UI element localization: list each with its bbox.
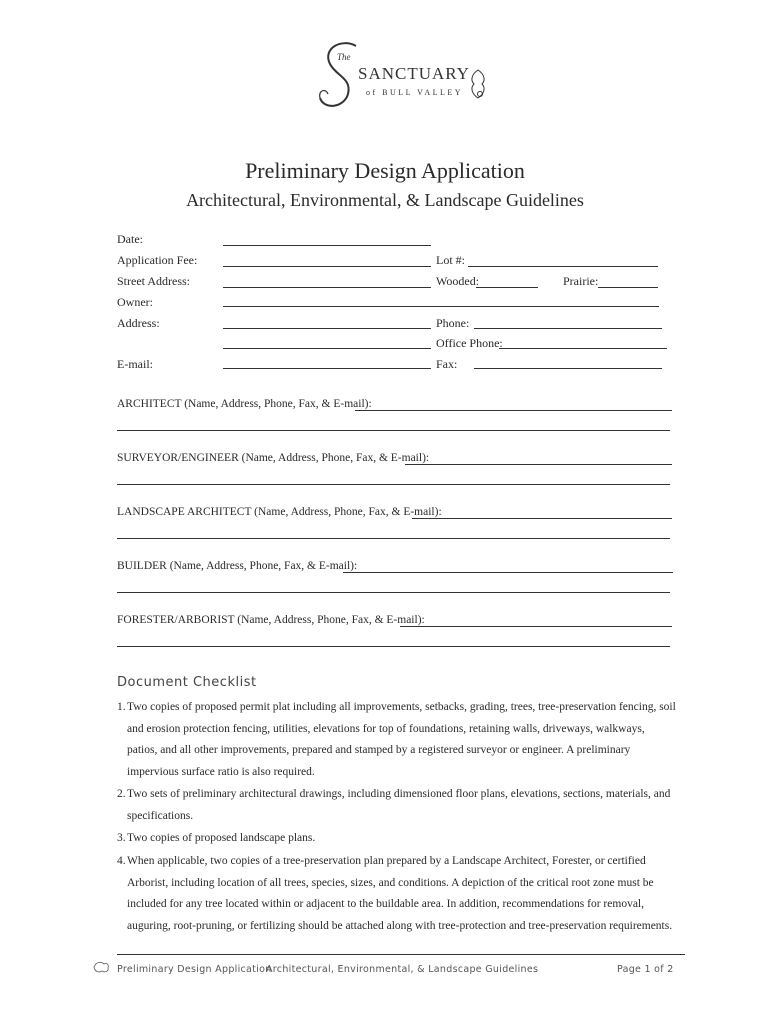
checklist-item-text: Two copies of proposed landscape plans.	[127, 832, 316, 844]
footer-subtitle: Architectural, Environmental, & Landscape Guidelines	[266, 964, 539, 975]
forester-field-2[interactable]	[117, 646, 670, 647]
phone-field[interactable]	[474, 328, 662, 329]
lot-label: Lot #:	[436, 253, 465, 267]
owner-field[interactable]	[223, 306, 659, 307]
builder-label: BUILDER (Name, Address, Phone, Fax, & E-mail):	[117, 560, 358, 572]
landscape-architect-field-2[interactable]	[117, 538, 670, 539]
footer-title: Preliminary Design Application	[117, 964, 272, 975]
page-number: Page 1 of 2	[617, 964, 674, 975]
checklist-item-number: 1.	[117, 701, 126, 713]
checklist-item	[117, 828, 677, 850]
wooded-label: Wooded:	[436, 274, 480, 288]
page-subtitle: Architectural, Environmental, & Landscape Guidelines	[186, 190, 584, 210]
checklist-item-text: When applicable, two copies of a tree-preservation plan prepared by a Landscape Architect, Forester, or certified Arborist, including location of all trees, species, sizes, and conditions. A depiction of the critical root zone must be included for any tree located within or adjacent to the buildable area. In addition, recommendations for removal, auguring, root-pruning, or fertilizing should be attached along with tree-protection and tree-preservation requirements.	[127, 855, 673, 932]
surveyor-label: SURVEYOR/ENGINEER (Name, Address, Phone, Fax, & E-mail):	[117, 452, 430, 464]
footer-divider	[117, 954, 685, 955]
logo-subtitle: of BULL VALLEY	[366, 88, 464, 97]
email-label: E-mail:	[117, 357, 153, 371]
application-fee-label: Application Fee:	[117, 253, 198, 267]
surveyor-field-1[interactable]	[405, 464, 672, 465]
checklist-item-number: 3.	[117, 832, 126, 844]
checklist-item	[117, 784, 677, 827]
email-field[interactable]	[223, 368, 431, 369]
oak-leaf-icon	[92, 960, 110, 974]
wooded-field[interactable]	[476, 287, 538, 288]
date-label: Date:	[117, 232, 143, 246]
office-phone-field[interactable]	[499, 348, 667, 349]
street-address-label: Street Address:	[117, 274, 190, 288]
fax-field[interactable]	[474, 368, 662, 369]
forester-label: FORESTER/ARBORIST (Name, Address, Phone, Fax, & E-mail):	[117, 614, 425, 626]
architect-field-2[interactable]	[117, 430, 670, 431]
logo-name: SANCTUARY	[358, 64, 470, 83]
checklist-item	[117, 851, 677, 937]
logo-the: The	[337, 52, 351, 62]
prairie-field[interactable]	[598, 287, 658, 288]
checklist-item-text: Two sets of preliminary architectural drawings, including dimensioned floor plans, elevations, sections, materials, and specifications.	[127, 788, 671, 822]
landscape-architect-label: LANDSCAPE ARCHITECT (Name, Address, Phone, Fax, & E-mail):	[117, 506, 442, 518]
office-phone-label: Office Phone:	[436, 336, 503, 350]
prairie-label: Prairie:	[563, 274, 599, 288]
fax-label: Fax:	[436, 357, 458, 371]
architect-label: ARCHITECT (Name, Address, Phone, Fax, & E-mail):	[117, 398, 372, 410]
page-title: Preliminary Design Application	[245, 158, 525, 183]
lot-field[interactable]	[468, 266, 658, 267]
address-field-1[interactable]	[223, 328, 431, 329]
checklist-item	[117, 697, 677, 783]
architect-field-1[interactable]	[355, 410, 672, 411]
phone-label: Phone:	[436, 316, 470, 330]
checklist-item-number: 2.	[117, 788, 126, 800]
landscape-architect-field-1[interactable]	[412, 518, 672, 519]
surveyor-field-2[interactable]	[117, 484, 670, 485]
sanctuary-logo	[308, 38, 488, 118]
oak-leaf-icon	[468, 68, 488, 100]
date-field[interactable]	[223, 245, 431, 246]
application-fee-field[interactable]	[223, 266, 431, 267]
street-address-field[interactable]	[223, 287, 431, 288]
address-label: Address:	[117, 316, 160, 330]
builder-field-1[interactable]	[343, 572, 673, 573]
owner-label: Owner:	[117, 295, 153, 309]
checklist-item-text: Two copies of proposed permit plat including all improvements, setbacks, grading, trees, tree-preservation fencing, soil and erosion protection fencing, utilities, elevations for top of foundations, retaining walls, driveways, walkways, patios, and all other improvements, prepared and stamped by a registered surveyor or engineer. A preliminary impervious surface ratio is also required.	[127, 701, 676, 778]
address-field-2[interactable]	[223, 348, 431, 349]
forester-field-1[interactable]	[400, 626, 672, 627]
checklist-title: Document Checklist	[117, 675, 257, 690]
checklist-item-number: 4.	[117, 855, 126, 867]
builder-field-2[interactable]	[117, 592, 670, 593]
